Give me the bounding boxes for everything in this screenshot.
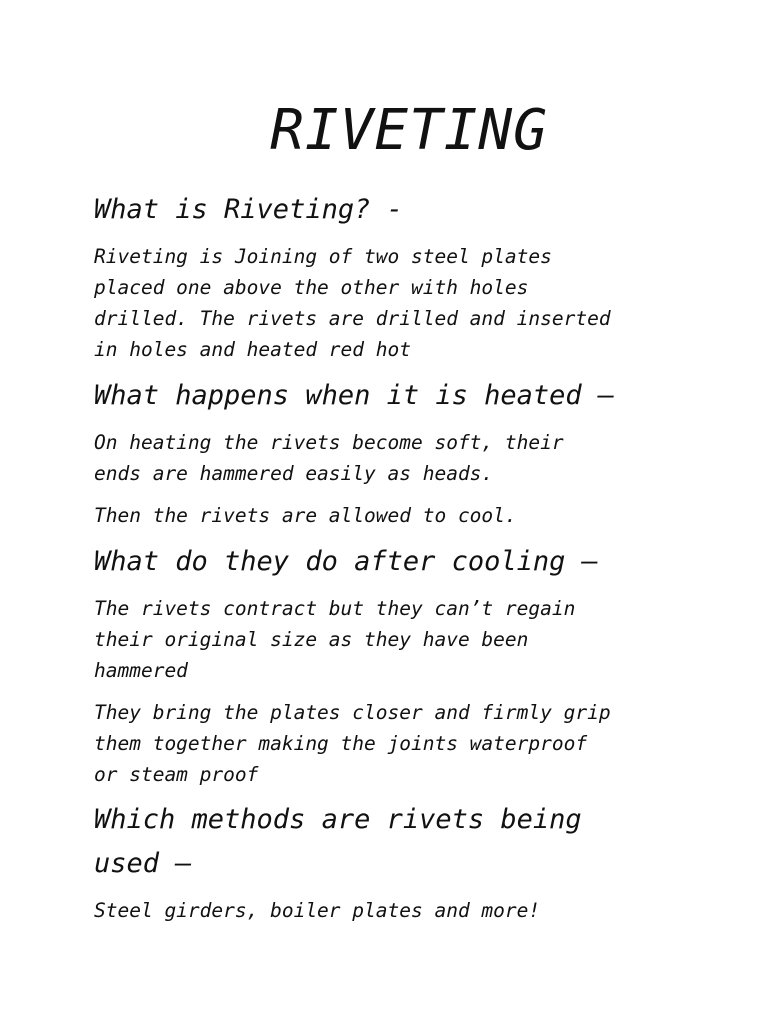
section-what-happens-when-heated <box>94 374 694 418</box>
section-paragraph: Then the rivets are allowed to cool. <box>94 504 517 527</box>
section-body <box>94 593 694 686</box>
section-paragraph: The rivets contract but they can’t regain their original size as they have been hammered <box>94 597 576 682</box>
section-which-methods <box>94 798 694 886</box>
section-body <box>94 241 694 365</box>
section-body <box>94 697 694 790</box>
section-body <box>94 500 694 531</box>
section-heading: What is Riveting? - <box>94 194 403 225</box>
section-what-after-cooling <box>94 540 694 584</box>
section-what-is-riveting <box>94 188 694 232</box>
document-title: RIVETING <box>270 98 548 163</box>
section-body <box>94 895 694 926</box>
section-heading: What do they do after cooling – <box>94 546 598 577</box>
section-paragraph: Riveting is Joining of two steel plates placed one above the other with holes drilled. The rivets are drilled and inserted in holes and heated red hot <box>94 245 611 361</box>
section-paragraph: Steel girders, boiler plates and more! <box>94 899 541 922</box>
section-heading: Which methods are rivets being used – <box>94 804 582 879</box>
section-paragraph: They bring the plates closer and firmly grip them together making the joints waterproof or steam proof <box>94 701 611 786</box>
section-paragraph: On heating the rivets become soft, their ends are hammered easily as heads. <box>94 431 564 485</box>
section-body <box>94 427 694 489</box>
section-heading: What happens when it is heated – <box>94 380 615 411</box>
